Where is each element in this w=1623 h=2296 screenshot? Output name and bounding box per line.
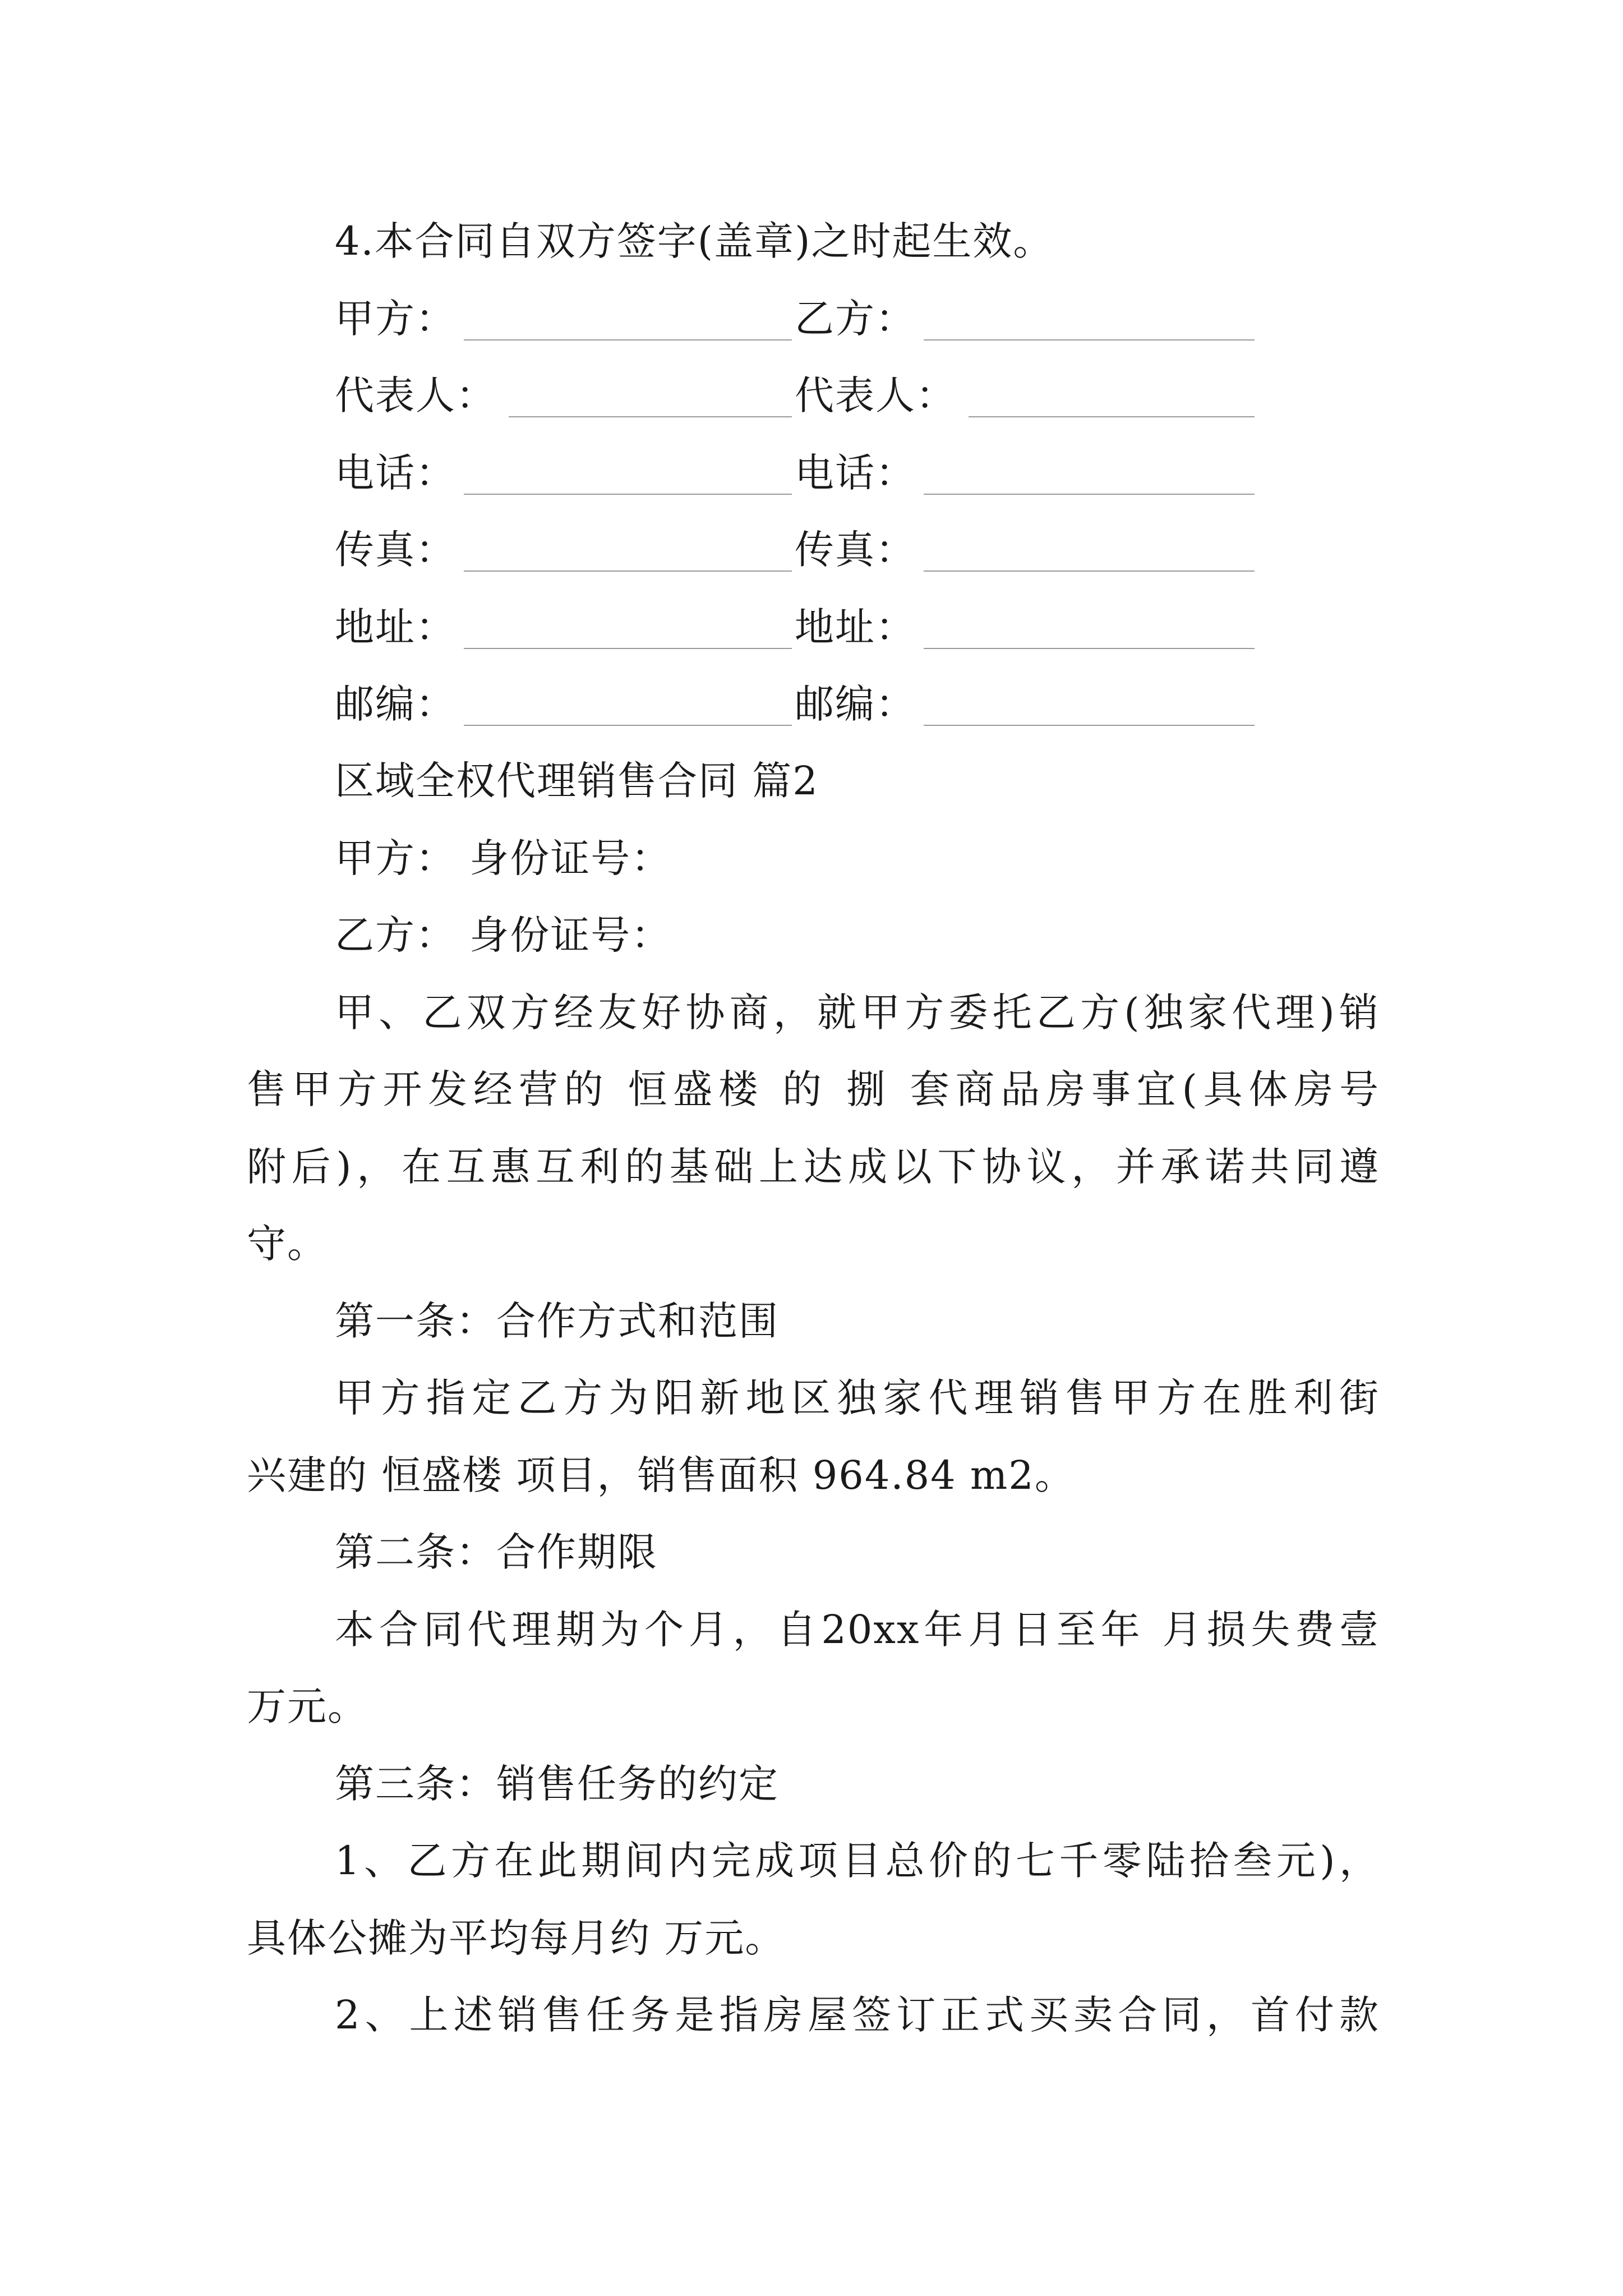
signature-blank-left[interactable] (464, 570, 792, 572)
signature-row-representative (335, 372, 1255, 421)
signature-label-right: 传真： (795, 527, 916, 573)
paragraph-line: 附后)，在互惠互利的基础上达成以下协议，并承诺共同遵 (247, 1144, 1380, 1190)
signature-blank-right[interactable] (924, 725, 1255, 726)
paragraph-line: 兴建的 恒盛楼 项目，销售面积 964.84 m2。 (247, 1452, 1075, 1498)
signature-label-left: 代表人： (335, 372, 496, 418)
signature-label-left: 甲方： (335, 296, 456, 342)
paragraph-line: 售甲方开发经营的 恒盛楼 的 捌 套商品房事宜(具体房号 (247, 1066, 1380, 1112)
signature-label-right: 电话： (795, 450, 916, 496)
signature-row-party (335, 296, 1255, 344)
paragraph-line: 本合同代理期为个月，自20xx年月日至年 月损失费壹 (335, 1607, 1380, 1653)
signature-blank-left[interactable] (464, 494, 792, 495)
article-2-heading: 第二条：合作期限 (335, 1529, 658, 1575)
clause-4-effective: 4.本合同自双方签字(盖章)之时起生效。 (335, 218, 1054, 264)
paragraph-line: 甲、乙双方经友好协商，就甲方委托乙方(独家代理)销 (335, 990, 1380, 1036)
signature-blank-right[interactable] (924, 339, 1255, 341)
signature-blank-right[interactable] (924, 494, 1255, 495)
signature-label-left: 电话： (335, 450, 456, 496)
party-a-id-line: 甲方： 身份证号： (335, 835, 672, 881)
signature-blank-left[interactable] (464, 725, 792, 726)
paragraph-line: 万元。 (247, 1683, 368, 1729)
signature-label-left: 邮编： (335, 681, 456, 727)
article-3-heading: 第三条：销售任务的约定 (335, 1761, 779, 1807)
signature-row-address (335, 604, 1255, 652)
signature-label-right: 代表人： (795, 372, 956, 418)
paragraph-line: 具体公摊为平均每月约 万元。 (247, 1915, 786, 1961)
signature-row-fax (335, 527, 1255, 575)
signature-label-left: 地址： (335, 604, 456, 650)
signature-blank-left[interactable] (464, 648, 792, 649)
signature-blank-left[interactable] (464, 339, 792, 341)
signature-blank-right[interactable] (924, 648, 1255, 649)
article-1-heading: 第一条：合作方式和范围 (335, 1298, 779, 1344)
signature-blank-left[interactable] (509, 416, 792, 417)
signature-label-right: 乙方： (795, 296, 916, 342)
paragraph-line: 甲方指定乙方为阳新地区独家代理销售甲方在胜利街 (335, 1375, 1380, 1421)
section-title: 区域全权代理销售合同 篇2 (335, 758, 819, 804)
paragraph-line: 1、乙方在此期间内完成项目总价的七千零陆拾叁元)， (335, 1838, 1380, 1884)
signature-blank-right[interactable] (924, 570, 1255, 572)
signature-label-right: 地址： (795, 604, 916, 650)
article-3-item-2: 2、上述销售任务是指房屋签订正式买卖合同，首付款 (335, 1992, 1380, 2038)
signature-row-postcode (335, 681, 1255, 729)
signature-label-left: 传真： (335, 527, 456, 573)
signature-label-right: 邮编： (795, 681, 916, 727)
signature-row-phone (335, 450, 1255, 498)
signature-blank-right[interactable] (969, 416, 1255, 417)
paragraph-line: 守。 (247, 1221, 328, 1267)
party-b-id-line: 乙方： 身份证号： (335, 912, 672, 958)
